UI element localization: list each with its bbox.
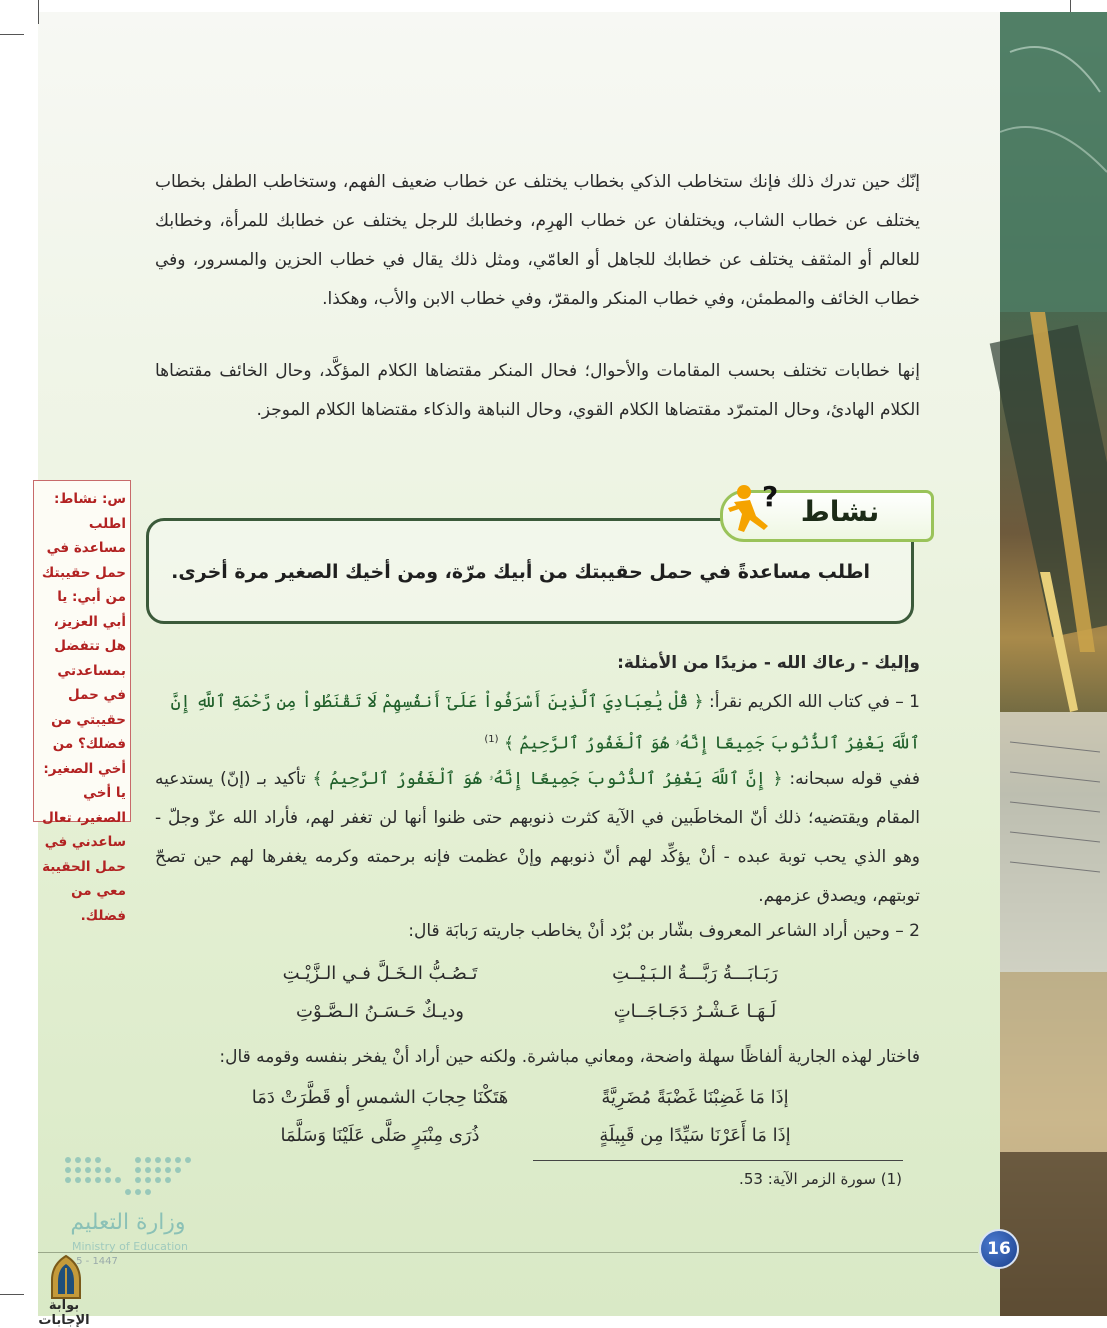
poem-verse: ذُرَى مِنْبَرٍ صَلَّى عَلَيْنَا وَسَلَّمَا xyxy=(280,1125,480,1146)
poem-verse: تَـصُـبُّ الـخَـلَّ فـي الـزَّيْـتِ xyxy=(282,963,478,984)
pen-book-illustration xyxy=(1000,12,1107,1316)
ministry-name-en: Ministry of Education xyxy=(71,1240,188,1253)
explanation-text: تأكيد بـ (إنّ) يستدعيه المقام ويقتضيه؛ ذلك أنّ المخاطَبين في الآية كثرت ذنوبهم حتى ظنوا أنها لن تغفر لهم، فأراد الله عزّ وجلّ - وهو الذي يحب توبة عبده - أنْ يؤكِّد لهم أنّ ذنوبهم وإنْ عظمت فإنه برحمته وكرمه يغفرها لهم حين تصحّ توبتهم، ويصدق عزمهم. xyxy=(155,769,920,906)
footnote: (1) سورة الزمر الآية: 53. xyxy=(739,1170,902,1188)
example-1 xyxy=(155,683,920,763)
site-logo-text[interactable]: بوابة الإجابات xyxy=(38,1298,90,1328)
quran-verse: ﴿ قُلْ يَٰعِبَادِيَ ٱلَّذِينَ أَسْرَفُواْ عَلَىٰٓ أَنفُسِهِمْ لَا تَقْنَطُواْ مِن رَّحْمَةِ ٱللَّهِ إِنَّ ٱللَّهَ يَغْفِرُ ٱلذُّنُوبَ جَمِيعًا إِنَّهُۥ هُوَ ٱلْغَفُورُ ٱلرَّحِيمُ ﴾ xyxy=(170,692,920,754)
poem-verse: وديـكٌ حَـسَـنُ الـصَّـوْتِ xyxy=(296,1001,464,1022)
footnote-divider xyxy=(533,1160,903,1161)
svg-text:?: ? xyxy=(762,480,779,513)
poem-verse: رَبَـابَـــةُ رَبَّـــةُ الـبَـيْــتِ xyxy=(612,963,778,984)
activity-person-icon xyxy=(722,478,784,540)
example-1-explanation xyxy=(155,760,920,916)
ministry-name-ar: وزارة التعليم xyxy=(70,1210,186,1235)
body-paragraph-1: إنّك حين تدرك ذلك فإنك ستخاطب الذكي بخطاب يختلف عن خطاب ضعيف الفهم، وستخاطب الطفل بخطاب يختلف عن خطاب الشاب، ويختلفان عن خطاب الهرِم، وخطابك للرجل يختلف عن خطابك للمرأة، وخطابك للعالم أو المثقف يختلف عن خطابك للجاهل أو العامّي، ومثل ذلك يقال في خطاب الحزين والمسرور، وفي خطاب الخائف والمطمئن، وفي خطاب المنكر والمقرّ، وفي خطاب الابن والأب، وهكذا. xyxy=(155,172,920,309)
decorative-photo-strip xyxy=(1000,12,1107,1316)
edition-year: 5 - 1447 xyxy=(76,1256,118,1267)
body-paragraph-2: إنها خطابات تختلف بحسب المقامات والأحوال؛ فحال المنكر مقتضاها الكلام المؤكَّد، وحال الخائف مقتضاها الكلام الهادئ، وحال المتمرّد مقتضاها الكلام القوي، وحال النباهة والذكاء مقتضاها الكلام الموجز. xyxy=(155,361,920,420)
crop-mark xyxy=(38,0,39,24)
crop-mark xyxy=(0,1294,24,1295)
poem-verse: إذَا مَا غَضِبْنَا غَضْبَةً مُضَرِيَّةً xyxy=(601,1087,789,1108)
example-1-intro: 1 – في كتاب الله الكريم نقرأ: xyxy=(709,692,920,712)
quran-quote: ﴿ إِنَّ ٱللَّهَ يَغْفِرُ ٱلذُّنُوبَ جَمِيعًا إِنَّهُۥ هُوَ ٱلْغَفُورُ ٱلرَّحِيمُ ﴾ xyxy=(312,769,783,789)
example-2-intro: 2 – وحين أراد الشاعر المعروف بشّار بن بُرْد أنْ يخاطب جاريته رَبابَة قال: xyxy=(408,921,920,941)
activity-instruction: اطلب مساعدةً في حمل حقيبتك من أبيك مرّة، ومن أخيك الصغير مرة أخرى. xyxy=(171,561,870,583)
answer-side-note: س: نشاط: اطلب مساعدة في حمل حقيبتك من أبي: يا أبي العزيز، هل تتفضل بمساعدتي في حمل حقيبتي من فضلك؟ من أخي الصغير: يا أخي الصغير، تعال ساعدني في حمل الحقيبة معي من فضلك. xyxy=(33,480,131,822)
footnote-ref: (1) xyxy=(484,734,499,745)
activity-title: نشاط xyxy=(800,495,880,528)
crop-mark xyxy=(0,34,24,35)
more-examples-heading: وإليك - رعاك الله - مزيدًا من الأمثلة: xyxy=(617,653,920,673)
explanation-lead: ففي قوله سبحانه: xyxy=(789,769,921,789)
page-number-badge: 16 xyxy=(979,1229,1019,1269)
poem-verse: لَـهَـا عَـشْـرُ دَجَـاجَــاتٍ xyxy=(613,1001,777,1022)
poem-verse: هَتَكْنَا حِجابَ الشمسِ أو قَطَّرَتْ دَمَا xyxy=(251,1087,509,1108)
example-2-bridge: فاختار لهذه الجارية ألفاظًا سهلة واضحة، ومعاني مباشرة. ولكنه حين أراد أنْ يفخر بنفسه وقومه قال: xyxy=(219,1047,920,1067)
poem-verse: إذَا مَا أَعَرْنَا سَيِّدًا مِن قَبِيلَةٍ xyxy=(599,1125,791,1146)
site-logo-icon[interactable] xyxy=(38,1254,94,1300)
